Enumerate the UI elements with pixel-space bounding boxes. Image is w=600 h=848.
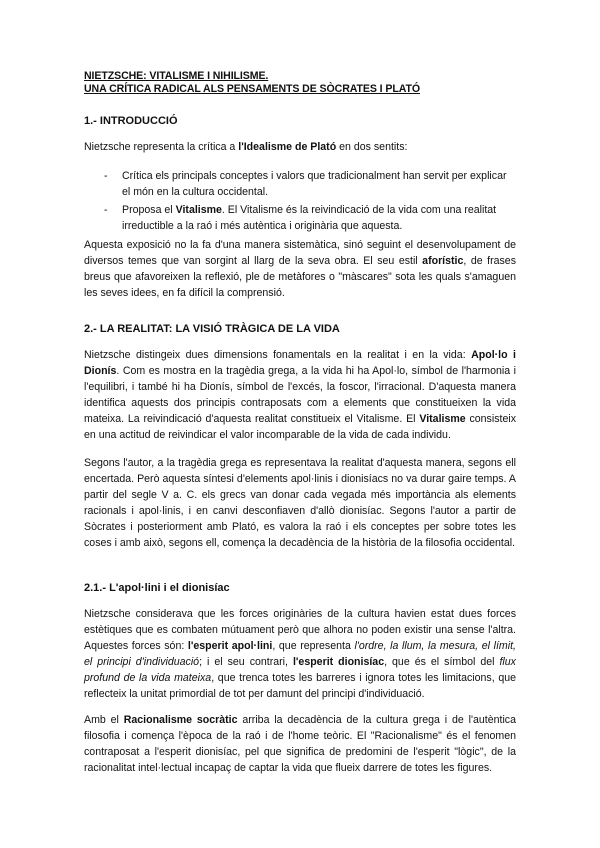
intro-bullet-list [104, 168, 516, 236]
s2p1-text-a: Nietzsche distingeix dues dimensions fonamentals en la realitat i en la vida: [84, 349, 472, 361]
s2p1-bold-2: Vitalisme [419, 413, 466, 425]
intro-text-end: en dos sentits: [336, 141, 408, 153]
s21p1-text-f: , que trenca totes les barreres i ignora totes les limitacions, que reflecteix la unitat primordial de tot per damunt del principi d'individuació. [84, 672, 516, 700]
intro-sentence [84, 139, 516, 155]
document-title [84, 70, 420, 96]
s21p2-bold: Racionalisme socràtic [123, 714, 238, 726]
section-2-1-paragraph-2 [84, 712, 516, 776]
para-text: Aquesta exposició no la fa d'una manera sistemàtica, sinó seguint el desenvolupament de diversos temes que van sorgint al llarg de la seva obra. El seu estil [84, 239, 516, 267]
s21p2-text-a: Amb el [84, 714, 124, 726]
title-line-2: UNA CRÍTICA RADICAL ALS PENSAMENTS DE SÒCRATES I PLATÓ [84, 83, 420, 95]
section-1-heading: 1.- INTRODUCCIÓ [84, 115, 178, 127]
s21p1-bold-1: l'esperit apol·lini [187, 640, 273, 652]
s21p1-italic-2: flux profund de la vida mateixa [84, 656, 516, 684]
s21p1-text-d: ; i el seu contrari, [199, 656, 293, 668]
para-text-end: , de frases breus que afavoreixen la reflexió, ple de metàfores o "màscares" sota les quals s'amaguen les seves idees, en fa difícil la comprensió. [84, 255, 516, 299]
para-bold: aforístic [422, 255, 464, 267]
section-2-paragraph-1 [84, 347, 516, 443]
bullet-item-1 [104, 168, 516, 200]
section-2-heading: 2.- LA REALITAT: LA VISIÓ TRÀGICA DE LA VIDA [84, 323, 340, 335]
s21p1-text-e: , que és el símbol del [384, 656, 500, 668]
bullet-1-text: Crítica els principals conceptes i valors que tradicionalment han servit per explicar el món en la cultura occidental. [122, 170, 507, 198]
s21p1-text-a: Nietzsche considerava que les forces originàries de la cultura havien estat dues forces estètiques que es combaten mútuament però que alhora no poden existir una sense l'altra. Aquestes forces són: [84, 608, 516, 652]
s2p1-bold-1: Apol·lo i Dionís [84, 349, 516, 377]
s21p2-text-c: arriba la decadència de la cultura grega i de l'autèntica filosofia i comença l'època de la raó i de l'home teòric. El "Racionalisme" és el fenomen contraposat a l'esperit dionisíac, pel que significa de predomini de l'esperit "lògic", de la racionalitat intel·lectual incapaç de captar la vida que flueix darrere de totes les figures. [84, 714, 516, 774]
section-1-paragraph [84, 237, 516, 301]
title-line-1: NIETZSCHE: VITALISME I NIHILISME. [84, 70, 269, 82]
bullet-2-text-end: . El Vitalisme és la reivindicació de la vida com una realitat irreductible a la raó i més autèntica i originària que aquesta. [122, 204, 497, 232]
section-2-paragraph-2: Segons l'autor, a la tragèdia grega es representava la realitat d'aquesta manera, segons ell encertada. Però aquesta síntesi d'elements apol·linis i dionisíacs no va durar gaire temps. A partir del segle V a. C. els grecs van donar cada vegada més importància als elements racionals i apol·linis, i en canvi desconfiaven d'allò dionisíac. Segons l'autor a partir de Sòcrates i posteriorment amb Plató, es valora la raó i els conceptes per sobre totes les coses i amb això, segons ell, comença la decadència de la història de la filosofia occidental. [84, 457, 516, 549]
intro-text: Nietzsche representa la crítica a [84, 141, 239, 153]
s21p1-italic-1: l'ordre, la llum, la mesura, el límit, el principi d'individuació [84, 640, 516, 668]
s2p1-text-d: consisteix en una actitud de reivindicar el valor incomparable de la vida de cada individu. [84, 413, 516, 441]
s2p1-text-c: . Com es mostra en la tragèdia grega, a la vida hi ha Apol·lo, símbol de l'harmonia i l'equilibri, i també hi ha Dionís, símbol de l'excés, la foscor, l'irracional. D'aquesta manera identifica aquests dos principis contraposats com a elements que constitueixen la vida mateixa. La reivindicació d'aquesta realitat constitueix el Vitalisme. El [84, 365, 516, 425]
bullet-2-bold: Vitalisme [175, 204, 222, 216]
section-2-1-heading: 2.1.- L'apol·lini i el dionisíac [84, 582, 230, 594]
s21p1-bold-2: l'esperit dionisíac [292, 656, 385, 668]
intro-bold: l'Idealisme de Plató [238, 141, 337, 153]
bullet-2-text: Proposa el [122, 204, 176, 216]
s21p1-text-c: , que representa [272, 640, 355, 652]
bullet-item-2 [104, 202, 516, 234]
section-2-1-paragraph-1 [84, 606, 516, 702]
